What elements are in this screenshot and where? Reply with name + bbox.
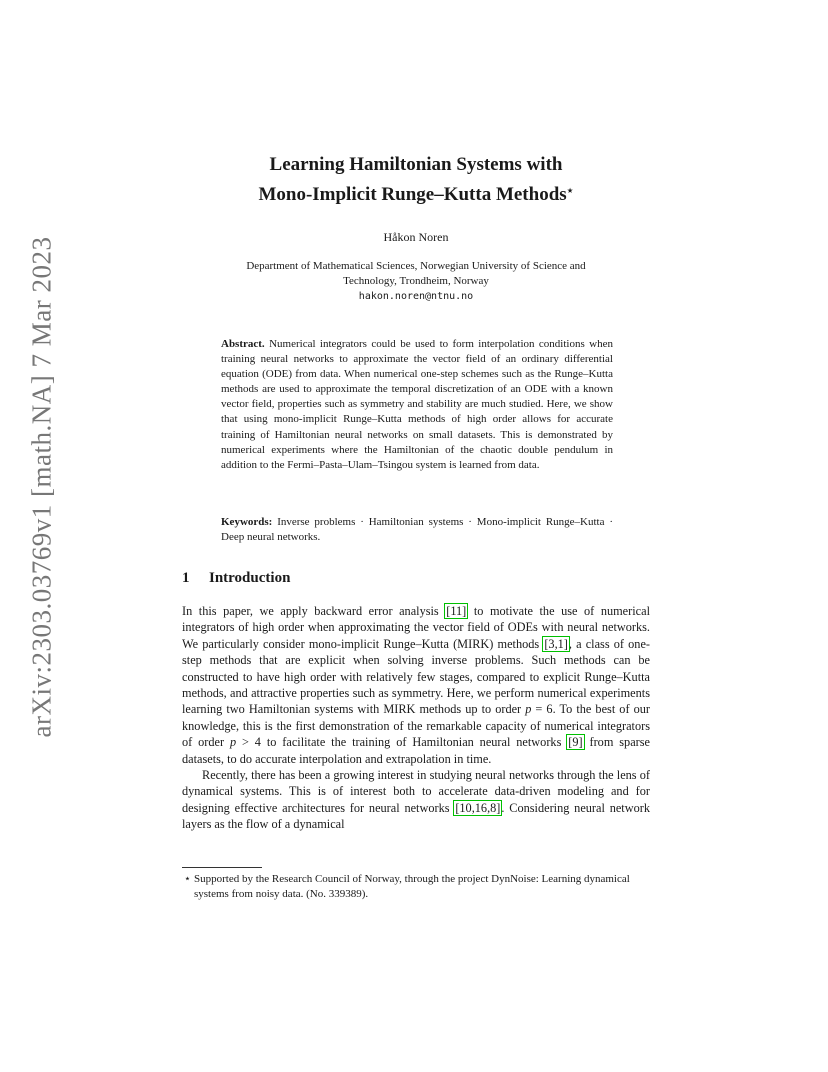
footnote [182,872,662,901]
section-title: Introduction [209,570,291,586]
footnote-divider [182,867,262,868]
citation-link-9[interactable]: [9] [568,735,583,750]
section-heading-introduction [182,570,290,587]
citation-link-3-1[interactable]: [3,1] [544,636,568,651]
arxiv-identifier-stamp: arXiv:2303.03769v1 [math.NA] 7 Mar 2023 [26,236,57,738]
keywords-text: Inverse problems · Hamiltonian systems · Mono-implicit Runge–Kutta · Deep neural networks. [221,516,613,544]
intro-paragraph-2 [182,767,650,833]
abstract-label: Abstract. [221,338,265,350]
para1-text-1: In this paper, we apply backward error analysis [182,604,446,618]
title-line-1: Learning Hamiltonian Systems with [269,154,563,175]
para2-text-1: Recently, there has been a growing interest in studying neural networks through the lens of dynamical systems. This is of interest both to accelerate data-driven modeling and for designing effective architectures for neural networks [182,768,650,815]
math-p: p [525,702,532,717]
title-line-2: Mono-Implicit Runge–Kutta Methods [258,184,567,205]
citation-link-10-16-8[interactable]: [10,16,8] [455,800,501,815]
author-email: hakon.noren@ntnu.no [358,291,474,302]
title-footnote-mark: ⋆ [566,185,574,197]
intro-paragraph-1 [182,603,650,767]
affiliation-line-2: Technology, Trondheim, Norway [343,275,489,287]
keywords-label: Keywords: [221,516,273,528]
author-affiliation [200,259,632,304]
paper-title [150,152,682,208]
section-number: 1 [182,570,190,586]
para1-text-4: = 6. To the best of our knowledge, this is the first demonstration of the remarkable capacity of numerical integrators of order [182,702,651,750]
para1-text-3: , a class of one-step methods that are explicit when solving inverse problems. Such methods can be constructed to have high order with relatively few stages, compared to explicit Runge–Kutta methods, and attractive properties such as symmetry. Here, we perform numerical experiments learning two Hamiltonian systems with MIRK methods up to order [182,636,650,717]
footnote-text: Supported by the Research Council of Norway, through the project DynNoise: Learning dynamical systems from noisy data. (No. 339389). [194,873,630,900]
abstract [221,337,613,473]
footnote-mark: ⋆ [184,873,191,885]
affiliation-line-1: Department of Mathematical Sciences, Norwegian University of Science and [246,260,586,272]
citation-link-11[interactable]: [11] [446,604,467,618]
keywords [221,515,613,545]
para1-text-5: > 4 to facilitate the training of Hamiltonian neural networks [236,735,568,750]
introduction-body [182,603,650,833]
para2-text-2: . Considering neural network layers as the flow of a dynamical [182,800,650,832]
para1-text-6: from sparse datasets, to do accurate interpolation and extrapolation in time. [182,735,650,766]
para1-text-2: to motivate the use of numerical integrators of high order when approximating the vector field of ODEs with neural networks. We particularly consider mono-implicit Runge–Kutta (MIRK) methods [182,604,650,651]
math-p: p [229,735,237,750]
abstract-text: Numerical integrators could be used to form interpolation conditions when training neural networks to approximate the vector field of an ordinary differential equation (ODE) from data. When numerical one-step schemes such as the Runge–Kutta methods are used to approximate the temporal discretization of an ODE with a known vector field, properties such as symmetry and stability are much studied. Here, we show that using mono-implicit Runge–Kutta methods of high order allows for accurate training of Hamiltonian neural networks on small datasets. This is demonstrated by numerical experiments where the Hamiltonian of the chaotic double pendulum in addition to the Fermi–Pasta–Ulam–Tsingou system is learned from data. [221,338,613,471]
author-name: Håkon Noren [383,230,449,244]
